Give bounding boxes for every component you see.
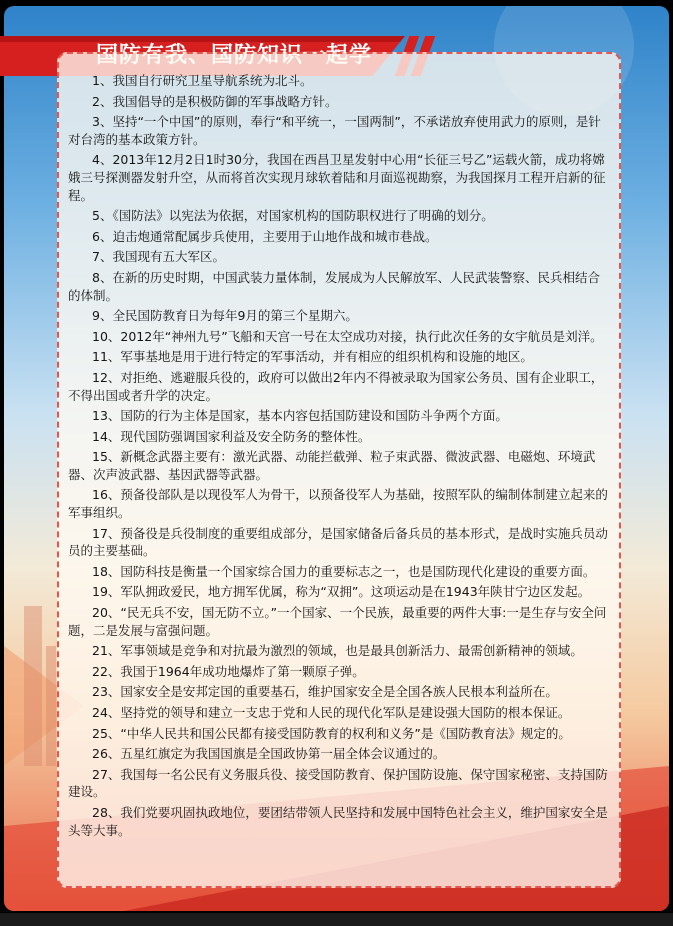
knowledge-item: 4、2013年12月2日1时30分，我国在西昌卫星发射中心用“长征三号乙”运载火箭，成功将嫦娥三号探测器发射升空，从而将首次实现月球软着陆和月面巡视勘察，为我国探月工程开启新的征程。 [68,152,606,203]
knowledge-item: 27、我国每一名公民有义务服兵役、接受国防教育、保护国防设施、保守国家秘密、支持国防建设。 [68,766,608,800]
knowledge-item: 26、五星红旗定为我国国旗是全国政协第一届全体会议通过的。 [92,746,446,762]
knowledge-item: 28、我们党要巩固执政地位，要团结带领人民坚持和发展中国特色社会主义，维护国家安全是头等大事。 [68,804,608,838]
knowledge-item: 25、“中华人民共和国公民都有接受国防教育的权利和义务”是《国防教育法》规定的。 [92,725,571,741]
knowledge-item: 22、我国于1964年成功地爆炸了第一颗原子弹。 [92,663,365,679]
knowledge-item: 7、我国现有五大军区。 [92,249,225,265]
knowledge-item: 8、在新的历史时期，中国武装力量体制，发展成为人民解放军、人民武装警察、民兵相结合的体制。 [68,269,600,303]
knowledge-item: 24、坚持党的领导和建立一支忠于党和人民的现代化军队是建设强大国防的根本保证。 [92,705,571,720]
knowledge-item: 3、坚持“一个中国”的原则，奉行“和平统一，一国两制”，不承诺放弃使用武力的原则，是针对台湾的基本政策方针。 [68,114,601,147]
knowledge-item: 15、新概念武器主要有：激光武器、动能拦截弹、粒子束武器、微波武器、电磁炮、环境武器、次声波武器、基因武器等武器。 [68,449,596,482]
knowledge-item: 13、国防的行为主体是国家，基本内容包括国防建设和国防斗争两个方面。 [92,408,508,424]
knowledge-item: 18、国防科技是衡量一个国家综合国力的重要标志之一，也是国防现代化建设的重要方面。 [92,563,596,579]
knowledge-item: 5、《国防法》以宪法为依据，对国家机构的国防职权进行了明确的划分。 [92,208,494,224]
knowledge-item: 14、现代国防强调国家利益及安全防务的整体性。 [92,428,371,444]
knowledge-item: 16、预备役部队是以现役军人为骨干，以预备役军人为基础，按照军队的编制体制建立起来的军事组织。 [68,487,608,521]
knowledge-item: 17、预备役是兵役制度的重要组成部分，是国家储备后备兵员的基本形式，是战时实施兵员动员的主要基础。 [68,525,608,559]
knowledge-item: 21、军事领域是竞争和对抗最为激烈的领域，也是最具创新活力、最需创新精神的领域。 [92,643,583,659]
knowledge-item: 2、我国倡导的是积极防御的军事战略方针。 [92,93,338,109]
knowledge-item: 20、“民无兵不安，国无防不立。”一个国家、一个民族，最重要的两件大事:一是生存与安全问题，二是发展与富强问题。 [68,605,607,638]
knowledge-item: 23、国家安全是安邦定国的重要基石，维护国家安全是全国各族人民根本利益所在。 [92,684,558,700]
knowledge-item: 12、对拒绝、逃避服兵役的，政府可以做出2年内不得被录取为国家公务员、国有企业职工，不得出国或者升学的决定。 [68,369,604,403]
knowledge-item: 11、军事基地是用于进行特定的军事活动，并有相应的组织机构和设施的地区。 [92,349,533,365]
knowledge-item: 19、军队拥政爱民，地方拥军优属，称为“双拥”。这项运动是在1943年陕甘宁边区发起。 [92,584,591,600]
bottom-edge [0,913,673,926]
knowledge-item: 6、迫击炮通常配属步兵使用，主要用于山地作战和城市巷战。 [92,228,438,244]
knowledge-item: 9、全民国防教育日为每年9月的第三个星期六。 [92,308,358,324]
knowledge-item: 10、2012年“神州九号”飞船和天宫一号在太空成功对接，执行此次任务的女宇航员是刘洋。 [92,328,603,344]
knowledge-list [68,72,612,842]
knowledge-item: 1、我国自行研究卫星导航系统为北斗。 [92,73,313,88]
